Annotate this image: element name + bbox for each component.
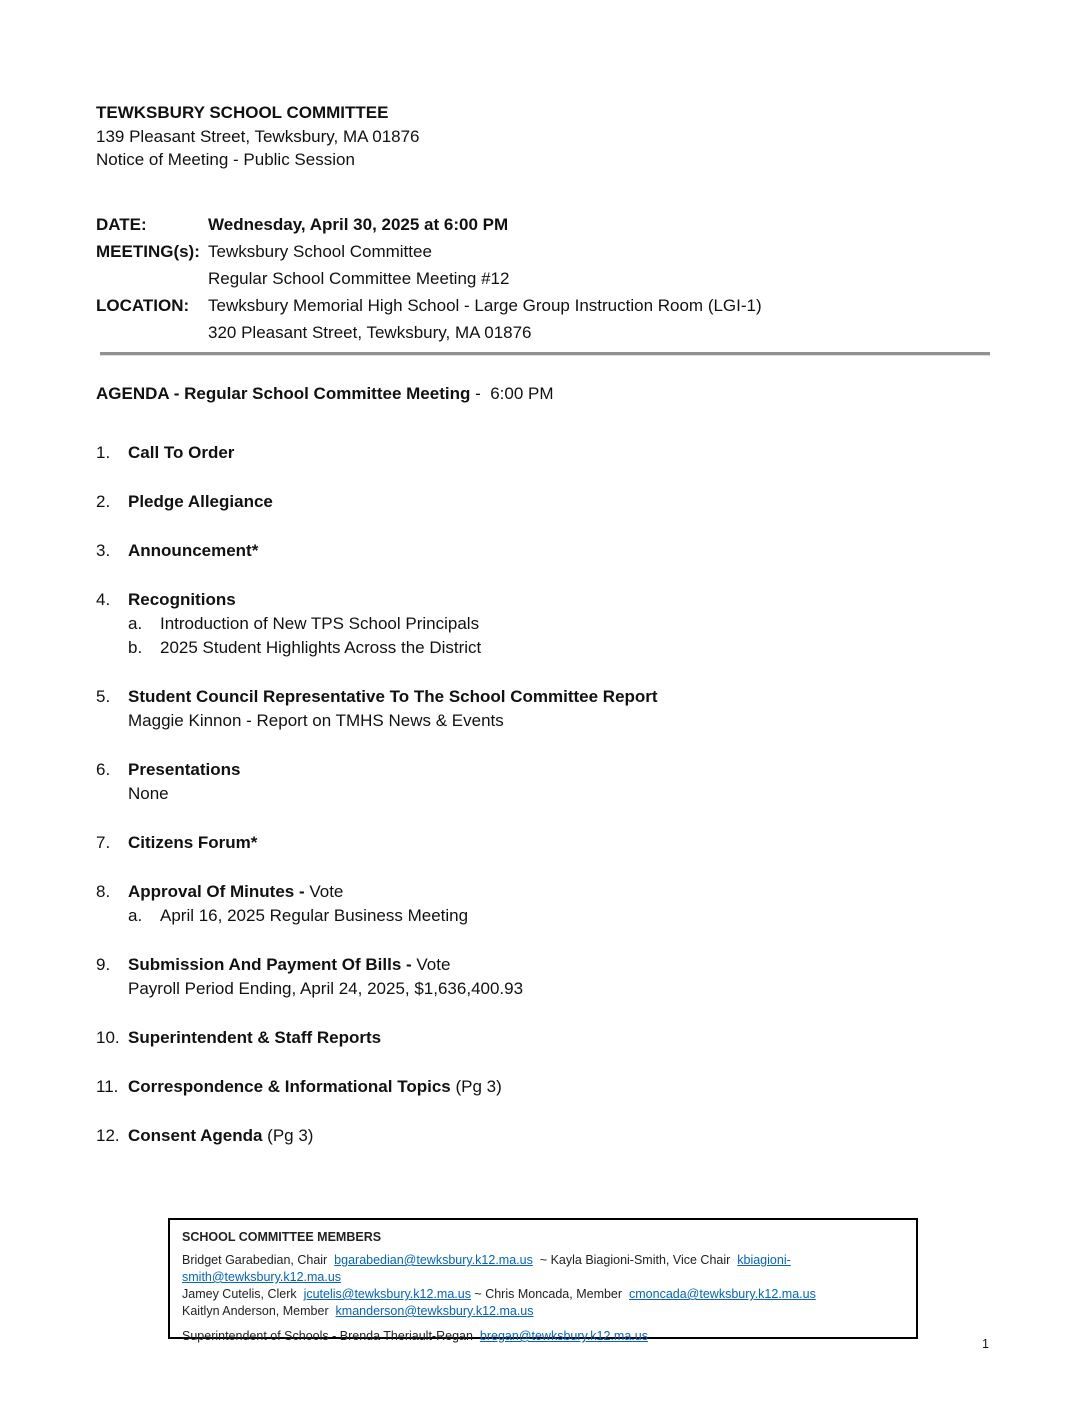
agenda-item-body [128,1124,313,1148]
agenda-item-title: Submission And Payment Of Bills - [128,955,412,974]
agenda-item-suffix: Vote [411,955,451,974]
agenda-item-title-line [128,441,234,465]
agenda-subitem-text: 2025 Student Highlights Across the District [160,638,482,657]
agenda-item-title-line [128,490,273,514]
agenda-item-number: 2. [96,492,111,511]
agenda-item-detail: None [128,784,169,803]
email-link[interactable]: kbiagioni-smith@tewksbury.k12.ma.us [182,1253,791,1284]
committee-members-box [168,1218,918,1343]
agenda-item [96,880,1016,928]
agenda-list [96,441,1016,1173]
org-title: TEWKSBURY SCHOOL COMMITTEE [96,103,389,122]
agenda-item-body [128,880,468,928]
agenda-item-body [128,441,234,465]
agenda-item-title-line [128,685,658,709]
agenda-item-detail: Maggie Kinnon - Report on TMHS News & Events [128,711,504,730]
agenda-item-suffix: Vote [304,882,344,901]
meta-values [208,292,762,346]
agenda-item-number: 9. [96,955,111,974]
agenda-item [96,758,1016,806]
agenda-item-body [128,1075,502,1099]
agenda-item [96,831,1016,855]
agenda-item-body [128,588,481,660]
agenda-heading-title: AGENDA - Regular School Committee Meeting [96,384,471,403]
agenda-item-title: Call To Order [128,443,235,462]
agenda-item-number: 4. [96,590,111,609]
agenda-heading-time: - 6:00 PM [470,384,554,403]
meta-row [96,211,762,238]
meta-values [208,211,508,238]
committee-box-title: SCHOOL COMMITTEE MEMBERS [182,1230,382,1244]
agenda-item [96,441,1016,465]
member-text: ~ Chris Moncada, Member [470,1287,629,1301]
agenda-item-body [128,685,658,733]
meta-label: DATE: [96,215,147,234]
agenda-item-title-line [128,539,258,563]
agenda-item-number: 1. [96,443,111,462]
agenda-item-title: Citizens Forum* [128,833,258,852]
agenda-item [96,539,1016,563]
agenda-subitem [128,904,468,928]
agenda-item-title-line [128,953,523,977]
meta-label: MEETING(s): [96,242,200,261]
agenda-item-number: 7. [96,833,111,852]
section-divider [100,352,990,356]
email-link[interactable]: bregan@tewksbury.k12.ma.us [479,1329,648,1343]
agenda-item-suffix: (Pg 3) [262,1126,314,1145]
agenda-item-body [128,539,258,563]
agenda-item [96,490,1016,514]
committee-member-line [182,1286,904,1303]
agenda-item-title: Consent Agenda [128,1126,263,1145]
agenda-item-detail: Payroll Period Ending, April 24, 2025, $1,636,400.93 [128,979,524,998]
member-text: Bridget Garabedian, Chair [182,1253,335,1267]
agenda-item-title: Correspondence & Informational Topics [128,1077,451,1096]
agenda-item-number: 12. [96,1126,120,1145]
meta-value-line: 320 Pleasant Street, Tewksbury, MA 01876 [208,323,532,342]
agenda-item-title-line [128,880,468,904]
agenda-subitem-marker: b. [128,638,143,657]
agenda-subitem [128,612,481,636]
agenda-item-title: Announcement* [128,541,259,560]
agenda-item-title: Superintendent & Staff Reports [128,1028,382,1047]
meta-value-line: Regular School Committee Meeting #12 [208,269,510,288]
agenda-item-title: Recognitions [128,590,236,609]
agenda-heading [96,382,554,406]
meeting-notice: Notice of Meeting - Public Session [96,150,355,169]
agenda-item [96,1026,1016,1050]
agenda-item-title: Student Council Representative To The School Committee Report [128,687,658,706]
meta-label: LOCATION: [96,296,190,315]
agenda-item-title: Approval Of Minutes - [128,882,305,901]
meta-row [96,292,762,346]
member-text: ~ Kayla Biagioni-Smith, Vice Chair [532,1253,738,1267]
agenda-subitem-marker: a. [128,614,143,633]
agenda-item [96,953,1016,1001]
meta-value-line: Tewksbury School Committee [208,242,432,261]
agenda-subitem-text: Introduction of New TPS School Principals [160,614,480,633]
agenda-subitem [128,636,481,660]
agenda-item-title-line [128,1026,381,1050]
agenda-item [96,1075,1016,1099]
committee-member-lines [182,1252,904,1320]
agenda-item-body [128,758,240,806]
email-link[interactable]: cmoncada@tewksbury.k12.ma.us [629,1287,816,1301]
agenda-item-title: Pledge Allegiance [128,492,273,511]
committee-member-line [182,1303,904,1320]
agenda-item-number: 8. [96,882,111,901]
page-number: 1 [982,1337,989,1351]
committee-member-line [182,1252,904,1286]
agenda-item-suffix: (Pg 3) [450,1077,502,1096]
agenda-item-body [128,953,523,1001]
meta-value-line: Wednesday, April 30, 2025 at 6:00 PM [208,215,509,234]
agenda-subitem-text: April 16, 2025 Regular Business Meeting [160,906,469,925]
agenda-item-title-line [128,588,481,612]
agenda-item [96,588,1016,660]
agenda-item-title-line [128,831,257,855]
agenda-item [96,685,1016,733]
agenda-item [96,1124,1016,1148]
agenda-item-title-line [128,1124,313,1148]
meta-values [208,238,509,292]
member-text: Kaitlyn Anderson, Member [182,1304,336,1318]
meta-row [96,238,762,292]
agenda-item-title: Presentations [128,760,241,779]
agenda-item-title-line [128,758,240,782]
agenda-item-number: 10. [96,1028,120,1047]
member-text: Superintendent of Schools - Brenda Theriault-Regan [182,1329,480,1343]
agenda-item-title-line [128,1075,502,1099]
agenda-subitem-marker: a. [128,906,143,925]
email-link[interactable]: bgarabedian@tewksbury.k12.ma.us [334,1253,533,1267]
superintendent-line [182,1328,904,1345]
meeting-meta [96,211,762,346]
agenda-item-body [128,490,273,514]
agenda-item-number: 11. [96,1077,119,1096]
agenda-item-body [128,831,257,855]
agenda-item-number: 5. [96,687,111,706]
email-link[interactable]: jcutelis@tewksbury.k12.ma.us [303,1287,471,1301]
agenda-item-number: 6. [96,760,111,779]
agenda-item-number: 3. [96,541,111,560]
agenda-item-body [128,1026,381,1050]
meta-value-line: Tewksbury Memorial High School - Large Group Instruction Room (LGI-1) [208,296,762,315]
email-link[interactable]: kmanderson@tewksbury.k12.ma.us [335,1304,534,1318]
org-address: 139 Pleasant Street, Tewksbury, MA 01876 [96,126,420,146]
document-header [96,101,420,172]
member-text: Jamey Cutelis, Clerk [182,1287,304,1301]
